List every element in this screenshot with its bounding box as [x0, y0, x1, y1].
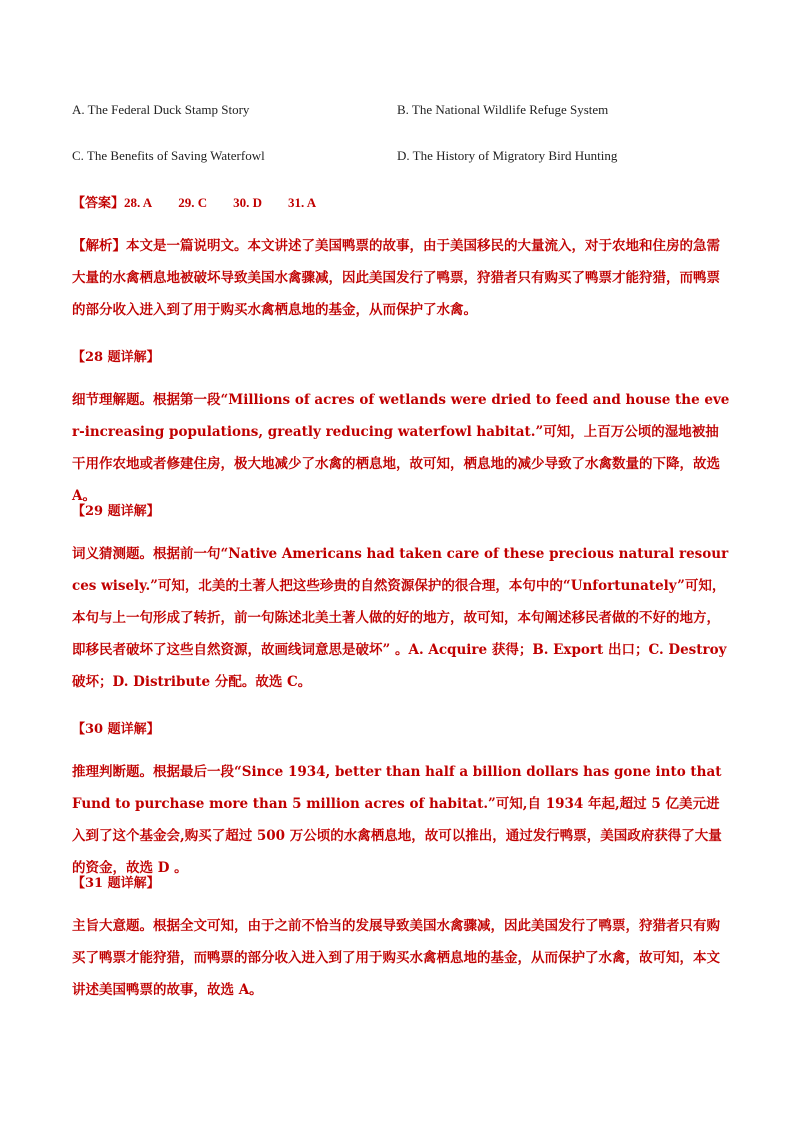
- q31-explanation: 主旨大意题。根据全文可知，由于之前不恰当的发展导致美国水禽骤减，因此美国发行了鸭票，狩猎者只有购买了鸭票才能狩猎，而鸭票的部分收入进入到了用于购买水禽栖息地的基金，从而保护了水禽，故可知，本文讲述美国鸭票的故事，故选 A。: [72, 918, 720, 998]
- option-b: B. The National Wildlife Refuge System: [397, 102, 609, 117]
- answer-tag: 【答案】: [72, 196, 125, 211]
- q31-heading: 【31 题详解】: [72, 876, 160, 891]
- answer-line: [72, 192, 342, 211]
- analysis-paragraph: 【解析】本文是一篇说明文。本文讲述了美国鸭票的故事，由于美国移民的大量流入，对于农地和住房的急需大量的水禽栖息地被破坏导致美国水禽骤减，因此美国发行了鸭票，狩猎者只有购买了鸭票才能狩猎，而鸭票的部分收入进入到了用于购买水禽栖息地的基金，从而保护了水禽。: [72, 238, 720, 318]
- option-a: A. The Federal Duck Stamp Story: [72, 102, 250, 117]
- option-d: D. The History of Migratory Bird Hunting: [397, 148, 618, 163]
- q30-explanation: 推理判断题。根据最后一段“Since 1934, better than half a billion dollars has gone into that Fund to purchase more than 5 million acres of habitat.”可知,自 1934 年起,超过 5 亿美元进入到了这个基金会,购买了超过 500 万公顷的水禽栖息地，故可以推出，通过发行鸭票，美国政府获得了大量的资金，故选 D 。: [72, 764, 722, 876]
- answer-28: 28. A: [124, 195, 153, 210]
- q29-explanation: 词义猜测题。根据前一句“Native Americans had taken care of these precious natural resources wisely.”可知，北美的土著人把这些珍贵的自然资源保护的很合理，本句中的“Unfortunately”可知，本句与上一句形成了转折，前一句陈述北美土著人做的好的地方，故可知，本句阐述移民者做的不好的地方，即移民者破坏了这些自然资源，故画线词意思是破坏” 。A. Acquire 获得；B. Export 出口；C. Destroy 破坏；D. Distribute 分配。故选 C。: [72, 546, 729, 690]
- q30-heading: 【30 题详解】: [72, 722, 160, 737]
- q28-heading: 【28 题详解】: [72, 350, 160, 365]
- option-c: C. The Benefits of Saving Waterfowl: [72, 148, 265, 163]
- q28-explanation: 细节理解题。根据第一段“Millions of acres of wetlands were dried to feed and house the ever-increasing populations, greatly reducing waterfowl habitat.”可知，上百万公顷的湿地被抽干用作农地或者修建住房，极大地减少了水禽的栖息地，故可知，栖息地的减少导致了水禽数量的下降，故选 A。: [72, 392, 730, 504]
- q29-heading: 【29 题详解】: [72, 504, 160, 519]
- answer-31: 31. A: [287, 195, 317, 210]
- answer-30: 30. D: [233, 195, 262, 210]
- answer-29: 29. C: [178, 195, 208, 210]
